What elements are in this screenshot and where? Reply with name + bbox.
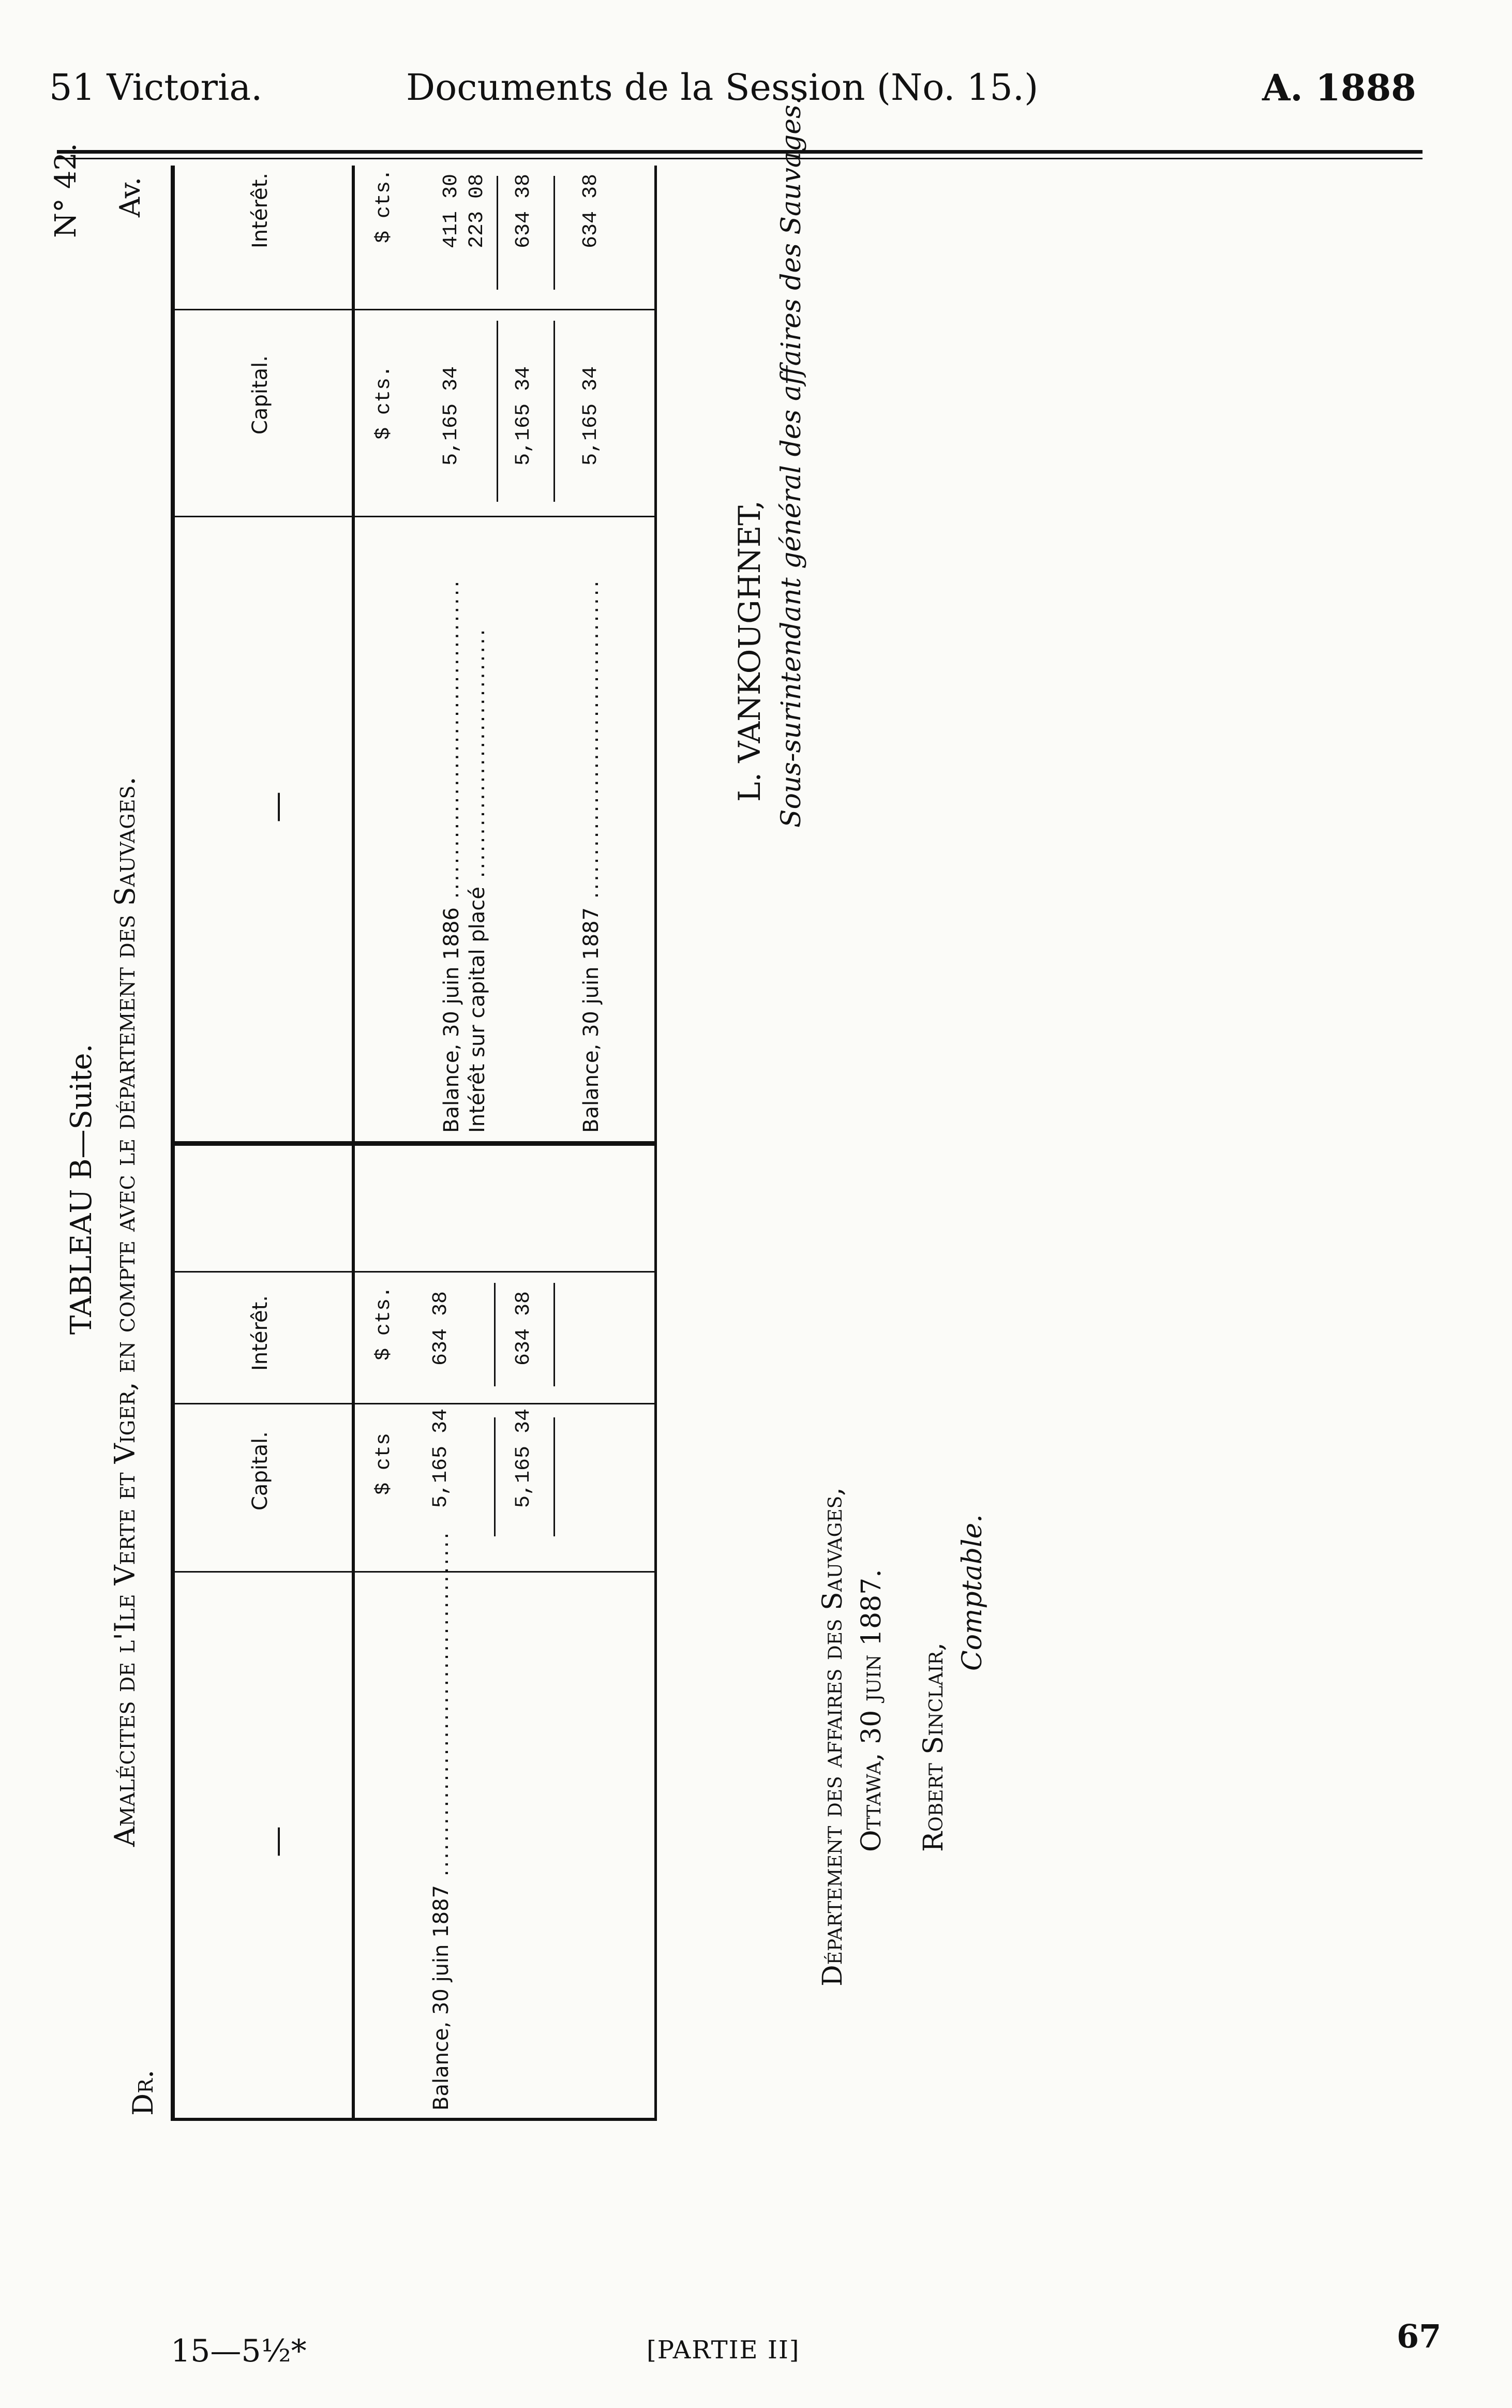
header-year: A. 1888 — [1262, 66, 1416, 109]
right-balance-label: Balance, 30 juin 1887 ..................................... — [579, 578, 603, 1133]
signatory-title: Sous-surintendant général des affaires des Sauvages. — [776, 96, 807, 828]
right-col-divider-1 — [171, 516, 657, 517]
right-interet-unit: $ cts. — [372, 168, 396, 243]
debit-label: Dr. — [127, 2069, 159, 2116]
left-sum-rule-capital — [494, 1417, 496, 1536]
right-total-capital: 5,165 34 — [512, 366, 535, 466]
department-line: Département des affaires des Sauvages, — [817, 1487, 848, 1986]
left-row-label: Balance, 30 juin 1887 ........................................ — [429, 1530, 453, 2111]
left-row-capital: 5,165 34 — [429, 1408, 453, 1508]
left-col-divider-3 — [171, 1271, 657, 1273]
left-sum-rule-interet — [494, 1283, 496, 1386]
right-interet-header: Intérêt. — [248, 172, 272, 248]
right-desc-dash: — — [259, 791, 295, 822]
left-total-rule-interet — [553, 1283, 555, 1386]
accountant-title: Comptable. — [957, 1514, 988, 1671]
signatory-name: L. VANKOUGHNET, — [732, 500, 767, 802]
header-title: Documents de la Session (No. 15.) — [406, 66, 1039, 109]
table-title: TABLEAU B—Suite. — [65, 1043, 98, 1335]
right-row-1-interet: 411 30 — [440, 173, 463, 248]
left-total-rule-capital — [553, 1417, 555, 1536]
table-subtitle: Amalécites de l'Ile Verte et Viger, en compte avec le département des Sauvages. — [109, 776, 141, 1847]
account-number: N° 42. — [49, 143, 83, 238]
left-total-interet: 634 38 — [512, 1291, 535, 1366]
right-total-rule-capital — [553, 321, 555, 502]
right-row-2-interet: 223 08 — [466, 173, 489, 248]
right-balance-interet: 634 38 — [579, 173, 603, 248]
left-desc-dash: — — [259, 1826, 295, 1857]
table-left-border — [171, 2118, 657, 2121]
left-row-interet: 634 38 — [429, 1291, 453, 1366]
right-total-interet: 634 38 — [512, 173, 535, 248]
left-capital-unit: $ cts — [372, 1432, 396, 1495]
right-balance-capital: 5,165 34 — [579, 366, 603, 466]
left-capital-header: Capital. — [248, 1431, 272, 1510]
footer-reference: 15—5½* — [171, 2333, 307, 2369]
right-row-1-label: Balance, 30 juin 1886 ..................................... — [440, 578, 463, 1133]
footer-part: [PARTIE II] — [647, 2336, 800, 2365]
left-total-capital: 5,165 34 — [512, 1408, 535, 1508]
page-number: 67 — [1397, 2317, 1442, 2355]
right-sum-rule-capital — [497, 321, 498, 502]
right-row-2-label: Intérêt sur capital placé ............................. — [466, 627, 489, 1133]
left-interet-header: Intérêt. — [248, 1295, 272, 1371]
accountant-name: Robert Sinclair, — [918, 1642, 949, 1852]
place-date-line: Ottawa, 30 juin 1887. — [856, 1569, 887, 1852]
debit-credit-divider — [171, 1141, 657, 1146]
left-col-divider-1 — [171, 1571, 657, 1573]
right-row-1-capital: 5,165 34 — [440, 366, 463, 466]
credit-label: Av. — [114, 176, 146, 217]
right-total-rule-interet — [553, 176, 555, 290]
right-col-divider-2 — [171, 309, 657, 310]
right-capital-unit: $ cts. — [372, 365, 396, 440]
right-sum-rule-interet — [497, 176, 498, 290]
right-capital-header: Capital. — [248, 355, 272, 435]
header-volume: 51 Victoria. — [49, 66, 263, 109]
left-interet-unit: $ cts. — [372, 1285, 396, 1360]
left-col-divider-2 — [171, 1403, 657, 1404]
